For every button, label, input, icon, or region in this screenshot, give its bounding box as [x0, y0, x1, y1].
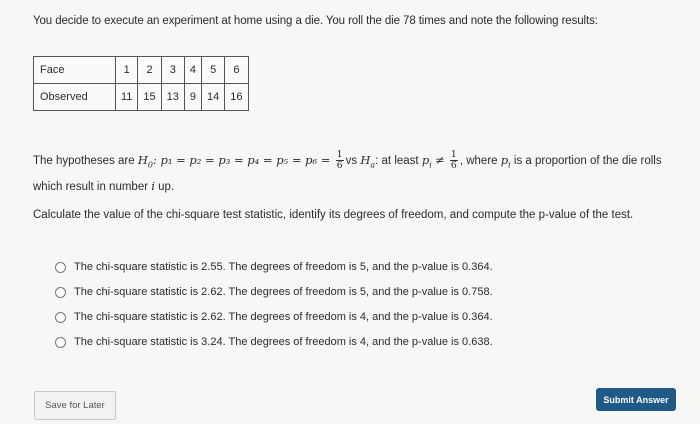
answer-options — [55, 261, 493, 361]
observed-cell: 11 — [116, 84, 138, 111]
fraction-one-sixth: $\frac{1}{6}$ — [336, 149, 343, 172]
ha-text: : at least — [375, 155, 419, 167]
option-4[interactable] — [55, 336, 493, 348]
pi-symbol: $p_i$ — [421, 153, 432, 170]
face-cell: 2 — [138, 57, 161, 84]
face-cell: 4 — [184, 57, 201, 84]
option-1[interactable] — [55, 261, 493, 273]
hypotheses-text — [33, 150, 683, 193]
option-label: The chi-square statistic is 3.24. The degrees of freedom is 4, and the p-value is 0.638. — [74, 336, 493, 348]
radio-icon[interactable] — [55, 337, 66, 348]
fraction-one-sixth-2: $\frac{1}{6}$ — [450, 149, 457, 172]
h0-equation: : p₁ = p₂ = p₃ = p₄ = p₅ = p₆ = — [152, 153, 331, 167]
hyp-line2: which result in number i up. — [33, 179, 175, 194]
pi-symbol-2: $p_i$ — [500, 153, 511, 170]
ha-symbol: $H_a$ — [360, 153, 376, 170]
observed-cell: 16 — [225, 84, 248, 111]
results-table — [33, 56, 249, 111]
option-label: The chi-square statistic is 2.62. The degrees of freedom is 4, and the p-value is 0.364. — [74, 311, 493, 323]
not-equal-sign: ≠ — [434, 153, 445, 167]
face-row — [34, 57, 249, 84]
option-label: The chi-square statistic is 2.62. The degrees of freedom is 5, and the p-value is 0.758. — [74, 286, 493, 298]
face-cell: 6 — [225, 57, 248, 84]
face-cell: 5 — [202, 57, 225, 84]
save-for-later-button[interactable]: Save for Later — [34, 391, 116, 420]
observed-header: Observed — [34, 84, 116, 111]
observed-cell: 14 — [202, 84, 225, 111]
observed-cell: 15 — [138, 84, 161, 111]
face-cell: 3 — [161, 57, 184, 84]
face-header: Face — [34, 57, 116, 84]
observed-cell: 13 — [161, 84, 184, 111]
h0-symbol: $H_0$ — [137, 153, 153, 170]
radio-icon[interactable] — [55, 287, 66, 298]
observed-cell: 9 — [184, 84, 201, 111]
where-text: , where — [459, 155, 498, 167]
observed-row — [34, 84, 249, 111]
hyp-prefix: The hypotheses are — [33, 155, 135, 167]
option-2[interactable] — [55, 286, 493, 298]
radio-icon[interactable] — [55, 312, 66, 323]
submit-answer-button[interactable]: Submit Answer — [596, 388, 676, 411]
question-intro: You decide to execute an experiment at home using a die. You roll the die 78 times and note the following results: — [33, 15, 598, 27]
pi-description: is a proportion of the die rolls — [513, 155, 662, 167]
question-prompt: Calculate the value of the chi-square test statistic, identify its degrees of freedom, and compute the p-value of the test. — [33, 209, 634, 221]
vs-text: vs — [345, 155, 358, 167]
face-cell: 1 — [116, 57, 138, 84]
option-label: The chi-square statistic is 2.55. The degrees of freedom is 5, and the p-value is 0.364. — [74, 261, 493, 273]
option-3[interactable] — [55, 311, 493, 323]
radio-icon[interactable] — [55, 262, 66, 273]
